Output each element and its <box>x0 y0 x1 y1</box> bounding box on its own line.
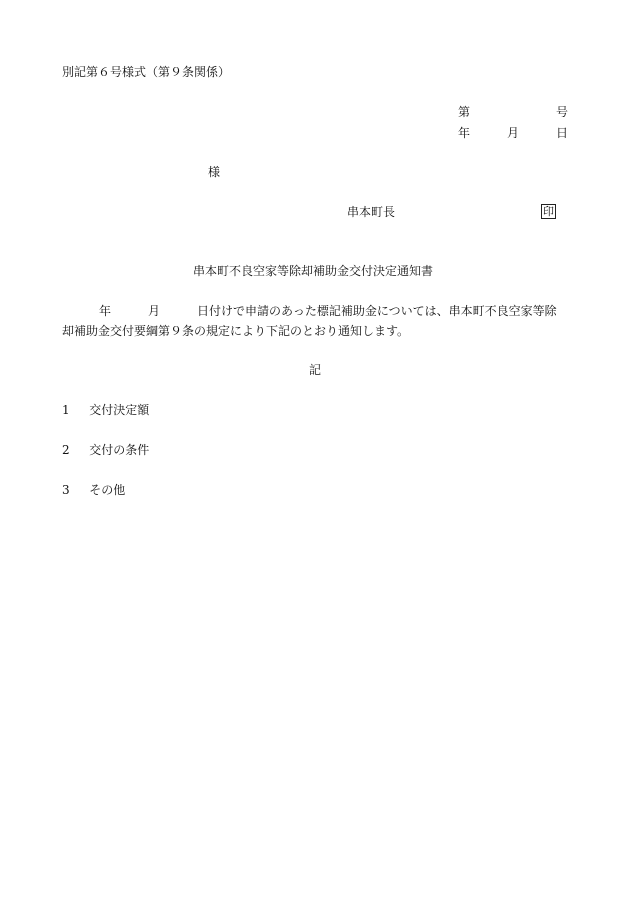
number-go: 号 <box>556 105 569 119</box>
date-month: 月 <box>507 126 520 140</box>
item-number: 2 <box>62 443 70 457</box>
number-dai: 第 <box>458 105 471 119</box>
date-day: 日 <box>556 126 569 140</box>
body-line-1: 日付けで申請のあった標記補助金については、串本町不良空家等除 <box>197 304 557 318</box>
list-item <box>62 483 125 497</box>
list-item <box>62 403 149 417</box>
body-date-month: 月 <box>148 304 161 318</box>
document-title: 串本町不良空家等除却補助金交付決定通知書 <box>193 264 434 278</box>
seal-mark: 印 <box>543 205 554 218</box>
sender-title: 串本町長 <box>347 205 396 219</box>
item-label: 交付決定額 <box>89 403 150 417</box>
ki-heading: 記 <box>309 363 322 377</box>
item-number: 3 <box>62 483 70 497</box>
body-line-2: 却補助金交付要綱第９条の規定により下記のとおり通知します。 <box>62 324 410 338</box>
item-label: その他 <box>89 483 126 497</box>
form-label: 別記第６号様式（第９条関係） <box>62 65 231 79</box>
item-number: 1 <box>62 403 70 417</box>
item-label: 交付の条件 <box>89 443 150 457</box>
list-item <box>62 443 149 457</box>
addressee-sama: 様 <box>208 165 221 179</box>
date-year: 年 <box>458 126 471 140</box>
seal-stamp <box>541 204 556 219</box>
body-date-year: 年 <box>99 304 112 318</box>
